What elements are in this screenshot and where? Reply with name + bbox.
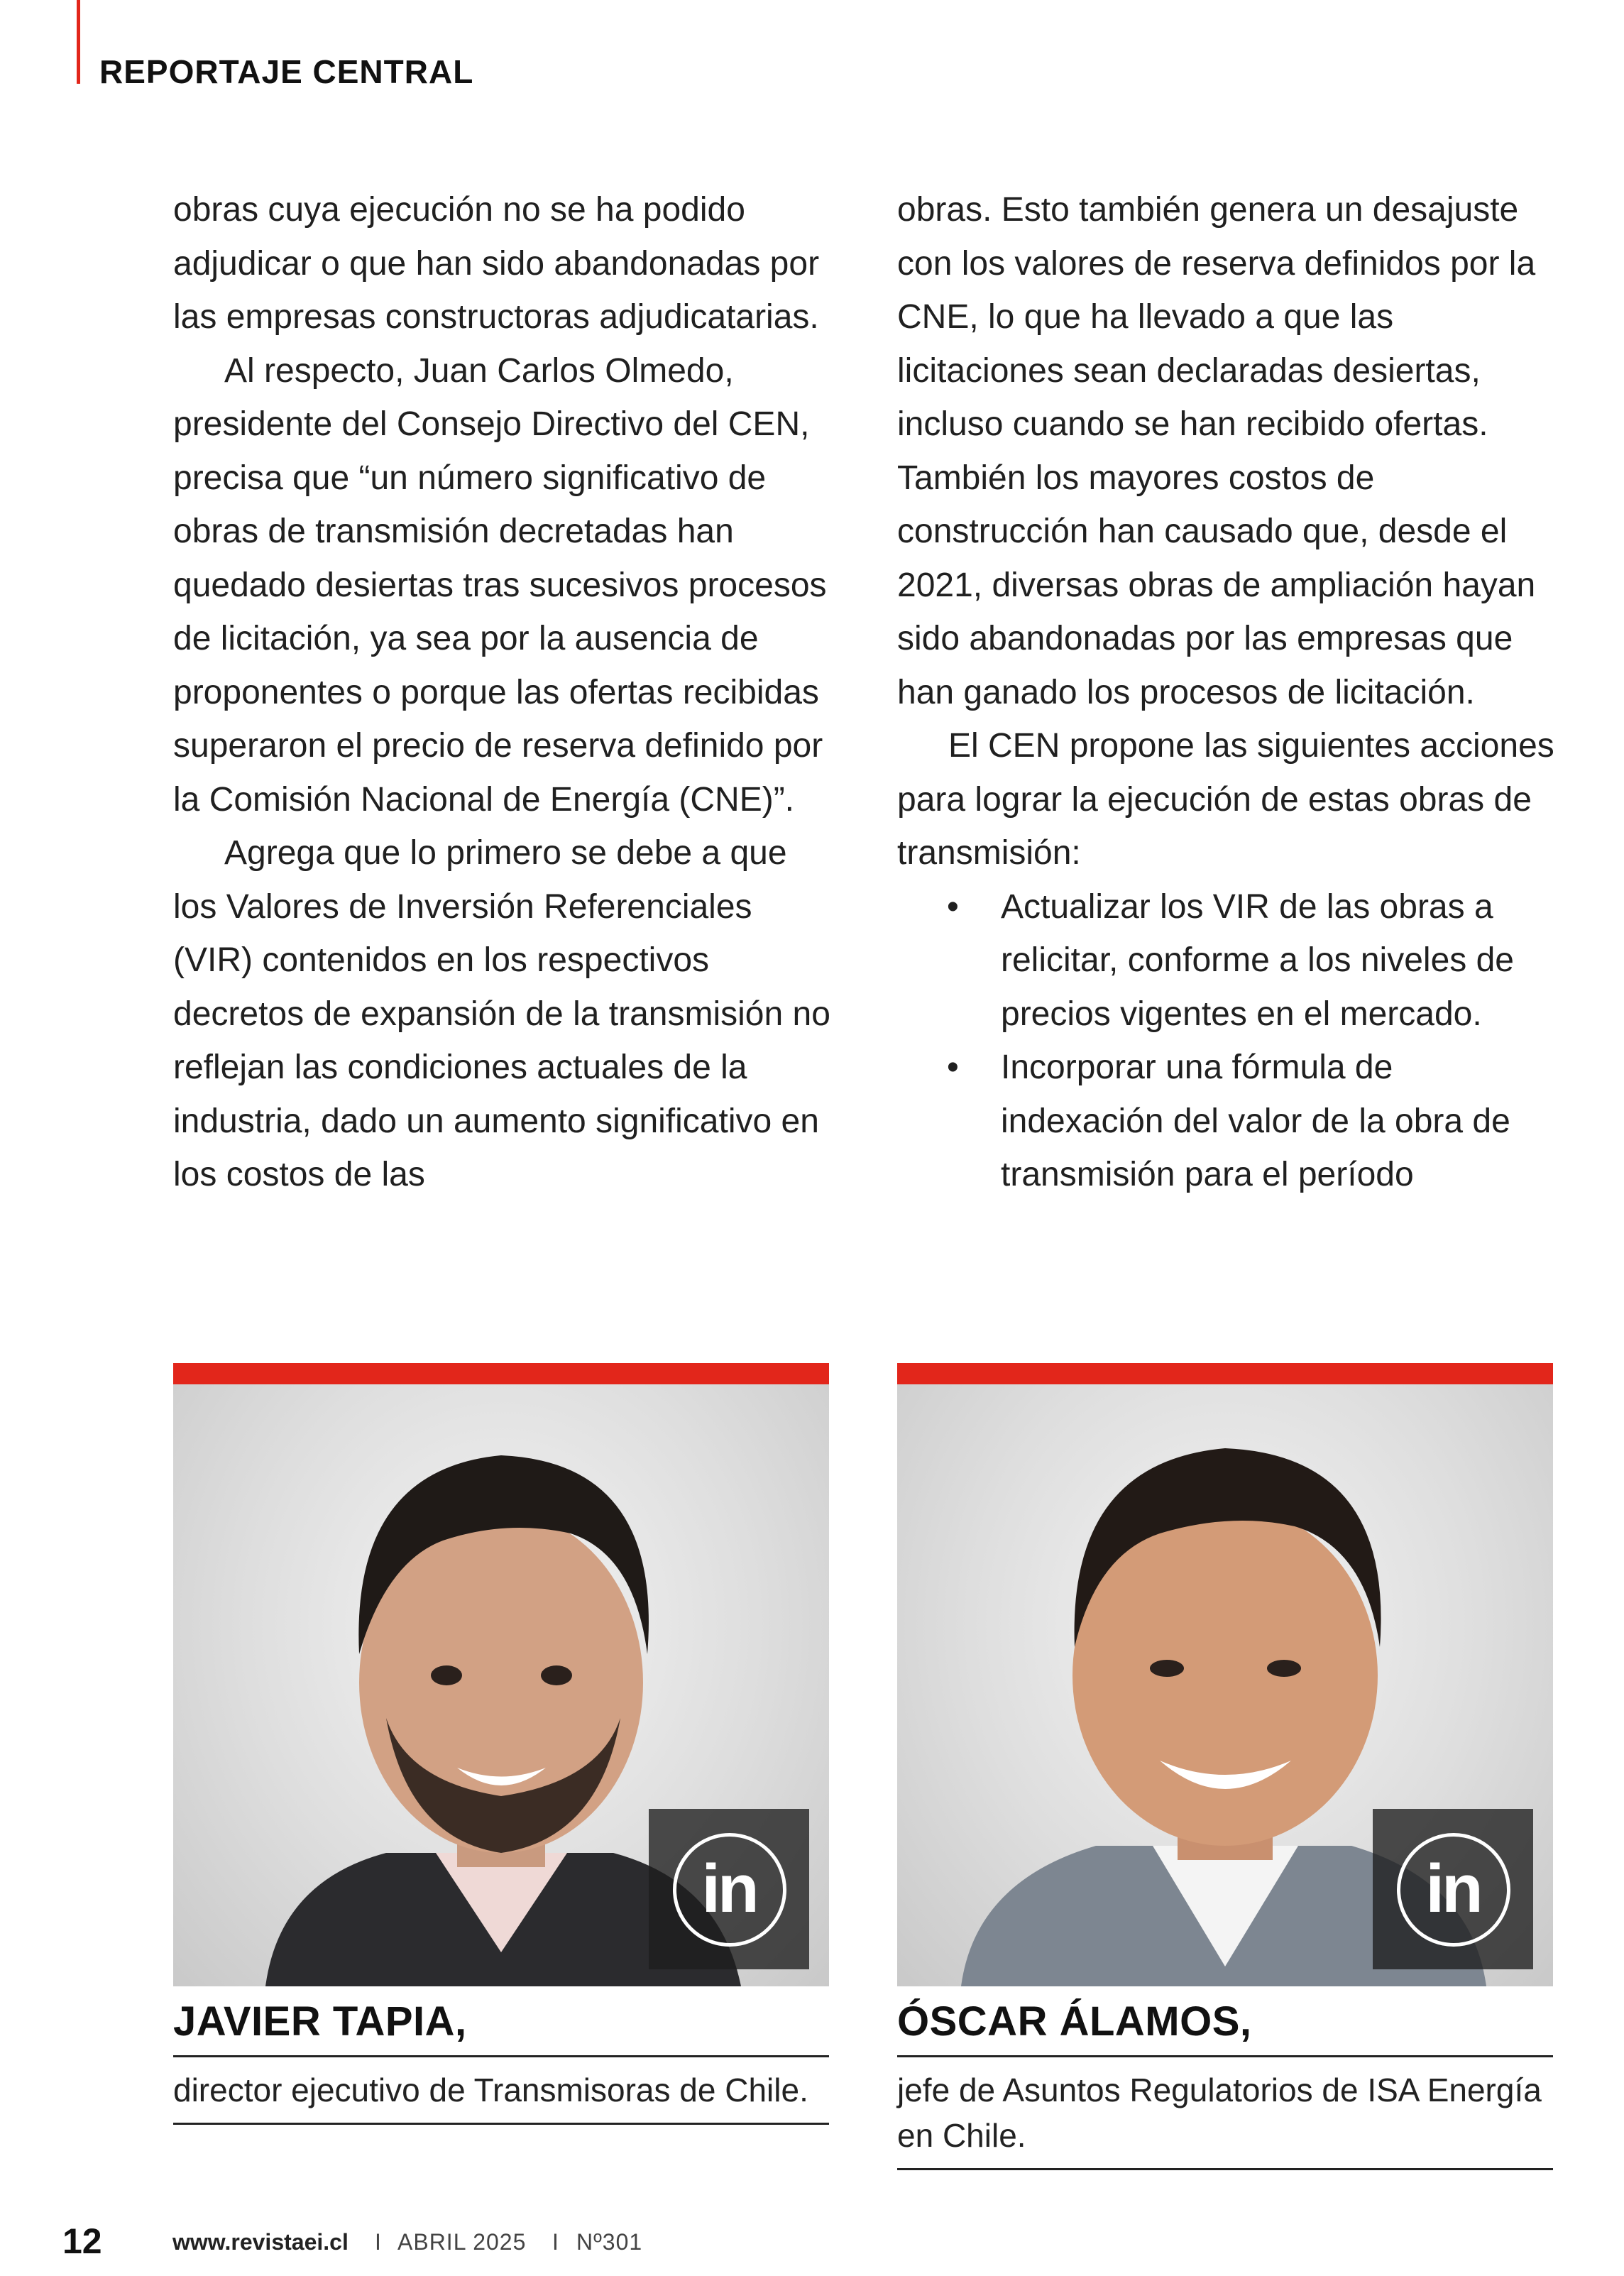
paragraph: obras. Esto también genera un desajuste con los valores de reserva definidos por la CNE, lo que ha llevado a que las licitaciones sean declaradas desiertas, incluso cuando se han recibido ofertas. También los mayores costos de construcción han causado que, desde el 2021, diversas obras de ampliación hayan sido abandonadas por las empresas que han ganado los procesos de licitación. [897,191,1536,711]
issue-number: Nº301 [576,2229,643,2255]
bullet-item: • Incorporar una fórmula de indexación del valor de la obra de transmisión para el período [1001,1041,1557,1202]
profile-role: jefe de Asuntos Regulatorios de ISA Energía en Chile. [897,2057,1553,2170]
photo-accent-bar [897,1363,1553,1384]
bullet-list [897,880,1557,1202]
profile-card-javier-tapia [173,1363,829,2125]
paragraph: El CEN propone las siguientes acciones para lograr la ejecución de estas obras de transmisión: [897,727,1554,872]
linkedin-badge[interactable] [1373,1809,1533,1969]
photo-accent-bar [173,1363,829,1384]
paragraph: Agrega que lo primero se debe a que los Valores de Inversión Referenciales (VIR) contenidos en los respectivos decretos de expansión de la transmisión no reflejan las condiciones actuales de la industria, dado un aumento significativo en los costos de las [173,834,830,1193]
article-column-right [897,183,1557,1202]
profile-name: ÓSCAR ÁLAMOS, [897,1998,1553,2057]
paragraph: Al respecto, Juan Carlos Olmedo, presidente del Consejo Directivo del CEN, precisa que “un número significativo de obras de transmisión decretadas han quedado desiertas tras sucesivos procesos de licitación, ya sea por la ausencia de proponentes o porque las ofertas recibidas superaron el precio de reserva definido por la Comisión Nacional de Energía (CNE)”. [173,351,827,819]
footer-separator: I [375,2229,381,2255]
section-label: REPORTAJE CENTRAL [99,53,474,90]
linkedin-icon: in [701,1851,757,1927]
profile-role: director ejecutivo de Transmisoras de Chile. [173,2057,829,2125]
footer-separator: I [552,2229,559,2255]
page-footer [62,2221,1127,2263]
page-number: 12 [62,2221,102,2261]
profile-card-oscar-alamos [897,1363,1553,2170]
portrait-photo [173,1384,829,1986]
linkedin-badge[interactable] [649,1809,809,1969]
linkedin-icon: in [1425,1851,1481,1927]
issue-date: ABRIL 2025 [397,2229,527,2255]
bullet-item: • Actualizar los VIR de las obras a relicitar, conforme a los niveles de precios vigentes en el mercado. [1001,880,1557,1041]
header-accent-rule [77,0,80,84]
article-column-left [173,183,833,1202]
paragraph: obras cuya ejecución no se ha podido adjudicar o que han sido abandonadas por las empresas constructoras adjudicatarias. [173,191,820,336]
profile-name: JAVIER TAPIA, [173,1998,829,2057]
site-url[interactable]: www.revistaei.cl [172,2229,349,2255]
portrait-photo [897,1384,1553,1986]
